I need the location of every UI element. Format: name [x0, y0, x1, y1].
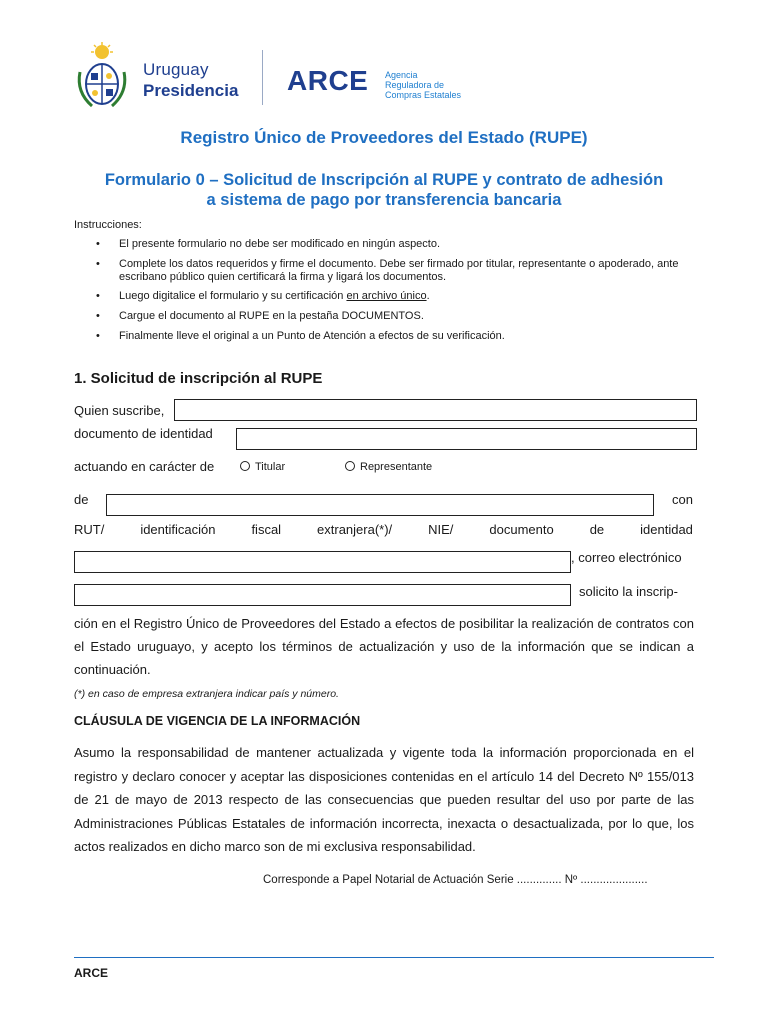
rut-word: RUT/ — [74, 522, 105, 537]
instructions-heading: Instrucciones: — [74, 219, 142, 231]
rut-field[interactable] — [74, 551, 571, 573]
titular-radio[interactable] — [240, 461, 250, 471]
rut-word: extranjera(*)/ — [317, 522, 393, 537]
instruction-text: El presente formulario no debe ser modificado en ningún aspecto. — [119, 238, 441, 250]
header-divider — [262, 50, 263, 105]
footer-divider — [74, 957, 714, 958]
agency-line-1: Agencia — [385, 70, 418, 80]
representante-radio[interactable] — [345, 461, 355, 471]
bullet-icon: • — [96, 330, 100, 342]
agency-line-2: Reguladora de — [385, 80, 445, 90]
con-label: con — [672, 492, 693, 507]
country-name: Uruguay — [143, 60, 209, 79]
bullet-icon: • — [96, 290, 100, 302]
instruction-text-end: . — [426, 290, 430, 302]
instruction-underlined: en archivo único — [346, 290, 427, 302]
instruction-text: Finalmente lleve el original a un Punto de Atención a efectos de su verificación. — [119, 330, 505, 342]
presidency-name: Presidencia — [143, 81, 239, 100]
quien-suscribe-label: Quien suscribe, — [74, 403, 165, 418]
name-field[interactable] — [174, 399, 697, 421]
rut-word: identificación — [140, 522, 216, 537]
rut-word: NIE/ — [428, 522, 454, 537]
agency-line-3: Compras Estatales — [385, 90, 462, 100]
form-title — [0, 170, 768, 210]
notarial-paper-line: Corresponde a Papel Notarial de Actuación Serie .............. Nº ..................... — [263, 874, 648, 886]
clause-paragraph: Asumo la responsabilidad de mantener actualizada y vigente toda la información proporcionada en el registro y declaro conocer y aceptar las disposiciones contenidas en el artículo 14 del Decreto Nº 155/013 de 21 de mayo de 2013 respecto de las consecuencias que pueden resultar del uso por parte de las Administraciones Públicas Estatales de información incorrecta, inexacta o desactualizada, por lo que, los actos realizados en dicho marco son de mi exclusiva responsabilidad. — [74, 745, 694, 854]
section-1-title: 1. Solicitud de inscripción al RUPE — [74, 370, 323, 387]
bullet-icon: • — [96, 238, 100, 250]
request-paragraph: ción en el Registro Único de Proveedores del Estado a efectos de posibilitar la realización de contratos con el Estado uruguayo, y acepto los términos de actualización y uso de la información que se indican a continuación. — [74, 616, 694, 677]
titular-label: Titular — [255, 461, 286, 473]
instruction-text — [119, 290, 699, 303]
instruction-text-start: Luego digitalice el formulario y su certificación — [119, 290, 347, 302]
agency-full-name — [385, 70, 461, 100]
rut-line — [74, 522, 693, 538]
footer-label: ARCE — [74, 966, 109, 980]
form-title-line-2: a sistema de pago por transferencia bancaria — [206, 191, 562, 209]
uruguay-coat-of-arms-logo — [72, 42, 132, 112]
rut-word: documento — [489, 522, 554, 537]
bullet-icon: • — [96, 310, 100, 322]
bullet-icon: • — [96, 258, 100, 270]
company-field[interactable] — [106, 494, 654, 516]
documento-label: documento de identidad — [74, 426, 213, 441]
rut-word: identidad — [640, 522, 693, 537]
foreign-company-note: (*) en caso de empresa extranjera indicar país y número. — [74, 688, 339, 700]
arce-logo-text: ARCE — [287, 65, 369, 96]
registry-title: Registro Único de Proveedores del Estado (RUPE) — [180, 128, 588, 147]
de-label: de — [74, 492, 89, 507]
actuando-label: actuando en carácter de — [74, 459, 215, 474]
instruction-text: Complete los datos requeridos y firme el documento. Debe ser firmado por titular, representante o apoderado, ante escribano público quien certificará la firma y ligará los documentos. — [119, 258, 679, 283]
representante-label: Representante — [360, 461, 433, 473]
identity-document-field[interactable] — [236, 428, 697, 450]
rut-word: de — [589, 522, 605, 537]
solicito-label: solicito la inscrip- — [579, 584, 678, 599]
email-field[interactable] — [74, 584, 571, 606]
correo-label: , correo electrónico — [571, 550, 682, 565]
form-title-line-1: Formulario 0 – Solicitud de Inscripción al RUPE y contrato de adhesión — [104, 171, 664, 189]
rut-word: fiscal — [251, 522, 282, 537]
instruction-text: Cargue el documento al RUPE en la pestaña DOCUMENTOS. — [119, 310, 424, 322]
clause-title: CLÁUSULA DE VIGENCIA DE LA INFORMACIÓN — [74, 714, 361, 728]
